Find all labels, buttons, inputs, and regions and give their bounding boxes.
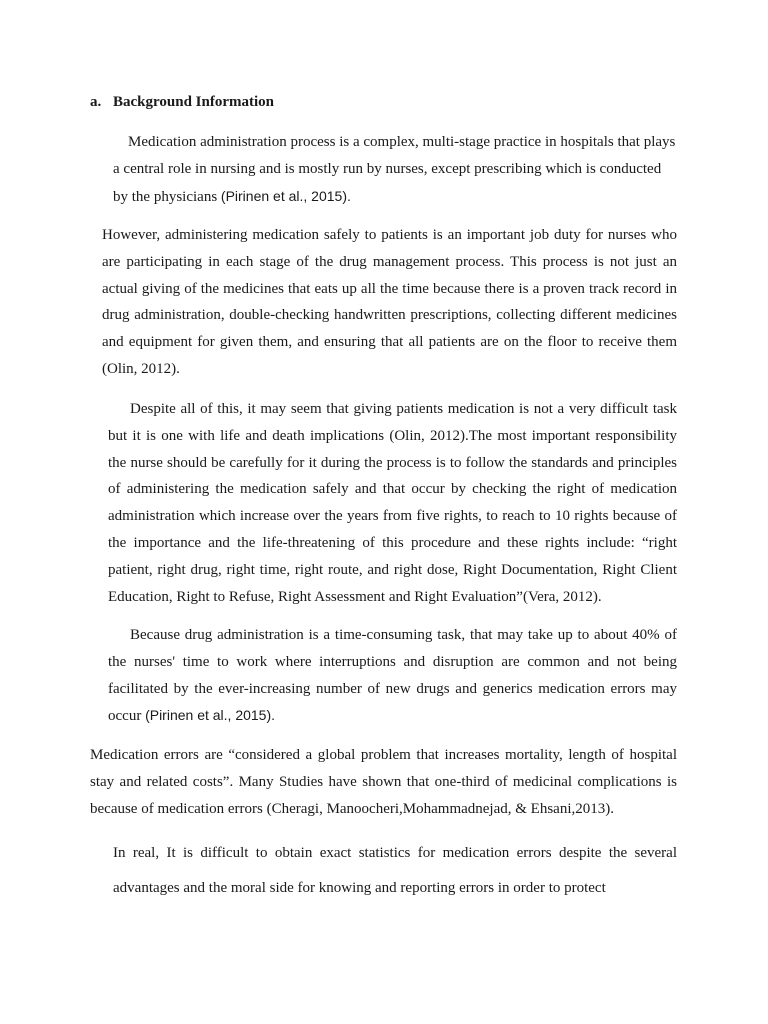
paragraph-text: Because drug administration is a time-consuming task, that may take up to about 40% of the nurses' time to work where interruptions and disruption are common and not being facilitated by the ever-increasing number of new drugs and generics medication errors may occur [108,627,677,725]
paragraph-text: Medication administration process is a complex, multi-stage practice in hospitals that plays a central role in nursing and is mostly run by nurses, except prescribing which is conducted by the physicians [113,134,676,205]
section-heading [90,93,274,111]
paragraph-global-problem: Medication errors are “considered a global problem that increases mortality, length of hospital stay and related costs”. Many Studies have shown that one-third of medicinal complications is because of medication errors (Cheragi, Manoocheri,Mohammadnejad, & Ehsani,2013). [90,747,677,817]
section-title: Background Information [113,94,275,110]
citation: (Pirinen et al., 2015). [145,707,276,724]
section-marker: a. [90,94,102,110]
paragraph-nurse-duty: However, administering medication safely to patients is an important job duty for nurses who are participating in each stage of the drug management process. This process is not just an actual giving of the medicines that eats up all the time because there is a proven track record in drug administration, double-checking handwritten prescriptions, collecting different medicines and equipment for given them, and ensuring that all patients are on the floor to receive them (Olin, 2012). [102,227,677,377]
citation: (Pirinen et al., 2015). [220,187,351,204]
paragraph-time-consuming [108,622,677,730]
paragraph-medication-process [113,129,677,210]
paragraph-statistics: In real, It is difficult to obtain exact statistics for medication errors despite the several advantages and the moral side for knowing and reporting errors in order to protect [113,845,677,896]
paragraph-rights: Despite all of this, it may seem that giving patients medication is not a very difficult task but it is one with life and death implications (Olin, 2012).The most important responsibility the nurse should be carefully for it during the process is to follow the standards and principles of administering the medication safely and that occur by checking the right of medication administration which increase over the years from five rights, to reach to 10 rights because of the importance and the life-threatening of this procedure and these rights include: “right patient, right drug, right time, right route, and right dose, Right Documentation, Right Client Education, Right to Refuse, Right Assessment and Right Evaluation”(Vera, 2012). [108,401,677,605]
